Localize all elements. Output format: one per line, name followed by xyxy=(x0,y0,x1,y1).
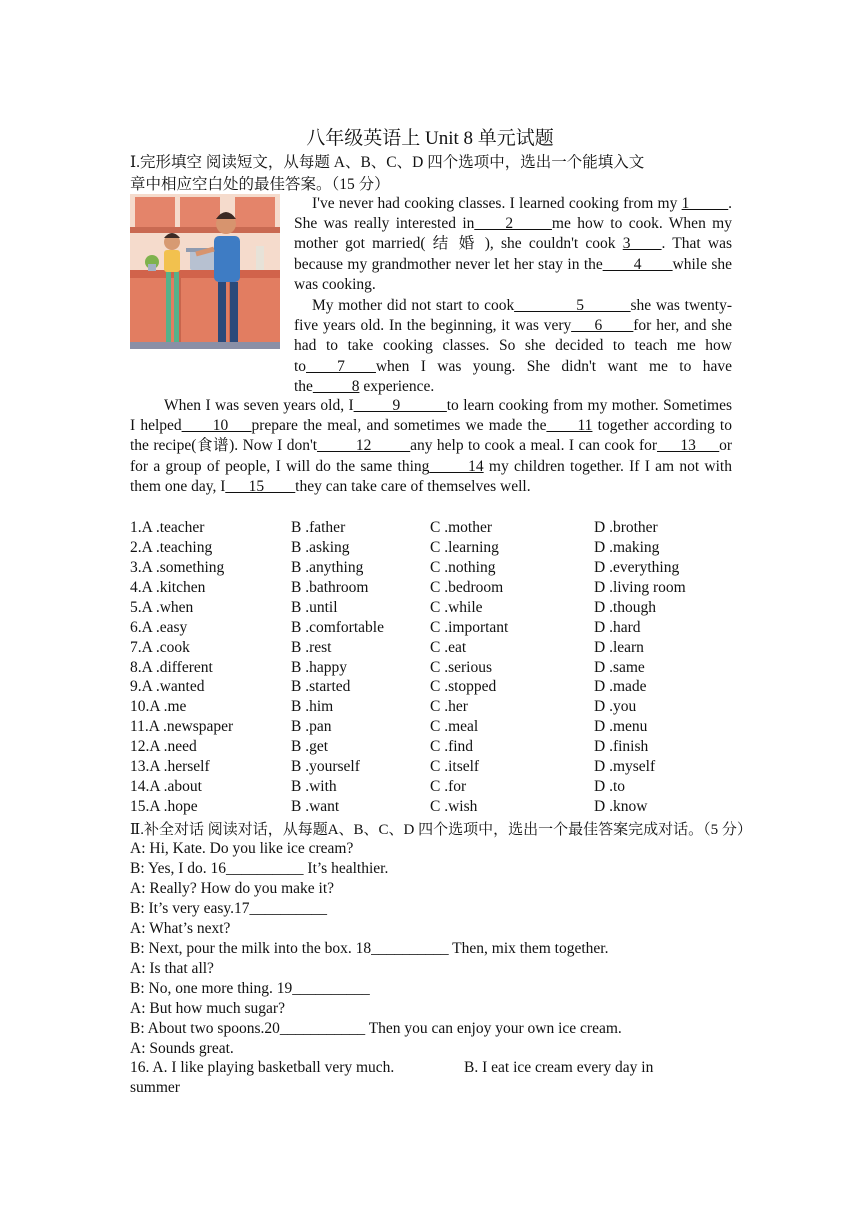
option-row xyxy=(130,558,750,578)
answer-blank: ____7____ xyxy=(306,357,376,375)
dialogue-line: A: Hi, Kate. Do you like ice cream? xyxy=(130,840,354,857)
option-row xyxy=(130,717,750,737)
dialogue-line: B: Next, pour the milk into the box. 18__________ Then, mix them together. xyxy=(130,940,609,957)
option-choice: C .important xyxy=(430,618,509,636)
option-choice: C .while xyxy=(430,598,483,616)
option-choice: 15.A .hope xyxy=(130,798,198,816)
answer-blank: ________5______ xyxy=(514,297,631,314)
option-choice: 9.A .wanted xyxy=(130,678,205,696)
mother-son-cooking-illustration xyxy=(130,194,280,349)
option-choice: 1.A .teacher xyxy=(130,519,205,536)
option-choice: D .living room xyxy=(594,578,686,596)
option-choice: B .bathroom xyxy=(291,578,369,596)
option-choice: 12.A .need xyxy=(130,738,197,756)
passage-text: while she was cooking. xyxy=(294,255,732,293)
answer-blank: 3____ xyxy=(622,235,662,253)
option-choice: B .until xyxy=(291,598,338,616)
option-choice: D .you xyxy=(594,698,637,716)
dialogue-line: B: No, one more thing. 19__________ xyxy=(130,980,370,997)
passage-text: I've never had cooking classes. I learned cooking from my xyxy=(312,195,682,212)
passage-text: together according to the recipe(食谱). Now I don't xyxy=(130,417,732,455)
option-choice: B .get xyxy=(291,738,329,756)
option-choice: B .started xyxy=(291,678,351,696)
dialogue-line: A: But how much sugar? xyxy=(130,1000,285,1017)
option-choice: 3.A .something xyxy=(130,558,225,576)
option-choice: C .stopped xyxy=(430,678,497,696)
option-choice: C .wish xyxy=(430,798,478,816)
option-choice: C .for xyxy=(430,778,467,796)
option-choice: C .eat xyxy=(430,638,467,656)
option-choice: B .pan xyxy=(291,718,332,736)
option-choice: C .meal xyxy=(430,718,479,736)
option-choice: B .happy xyxy=(291,658,347,676)
option-choice: D .myself xyxy=(594,758,656,776)
option-choice: D .to xyxy=(594,778,625,796)
option-choice: D .though xyxy=(594,598,656,616)
dialogue-line: B: It’s very easy.17__________ xyxy=(130,900,328,917)
option-choice: 8.A .different xyxy=(130,658,213,676)
option-choice: 6.A .easy xyxy=(130,618,188,636)
dialogue-line: B: Yes, I do. 16__________ It’s healthier. xyxy=(130,860,389,877)
passage-text: experience. xyxy=(359,377,435,395)
answer-blank: ___13___ xyxy=(657,437,720,455)
option-choice: D .menu xyxy=(594,718,648,736)
passage-paragraph-1 xyxy=(294,194,732,295)
option-choice: 14.A .about xyxy=(130,778,202,796)
option-choice: D .everything xyxy=(594,558,680,576)
dialogue-line: B: About two spoons.20___________ Then you can enjoy your own ice cream. xyxy=(130,1020,622,1037)
option-choice: C .mother xyxy=(430,519,492,536)
option-row xyxy=(130,797,750,817)
passage-text: she was twenty-five years old. In the beginning, it was very xyxy=(294,297,732,335)
option-row xyxy=(130,518,750,538)
option-choice: B .father xyxy=(291,519,346,536)
option-choice: 2.A .teaching xyxy=(130,538,213,556)
passage-paragraph-2 xyxy=(294,296,732,397)
passage-text: for her, and she had to take cooking classes. So she decided to teach me how to xyxy=(294,317,732,375)
option-choice: C .serious xyxy=(430,658,492,676)
option-row xyxy=(130,757,750,777)
option-choice: D .same xyxy=(594,658,645,676)
option-row xyxy=(130,598,750,618)
passage-text: or for a group of people, I will do the same thing xyxy=(130,437,732,475)
passage-text: When I was seven years old, I xyxy=(164,397,354,414)
dialogue-line: A: Really? How do you make it? xyxy=(130,880,335,897)
passage-text: when I was young. She didn't want me to have the xyxy=(294,357,732,395)
question-16-option-b-cont: summer xyxy=(130,1079,180,1096)
option-choice: C .find xyxy=(430,738,474,756)
passage-text: to learn cooking from my mother. Sometimes I helped xyxy=(130,397,732,435)
dialogue-line: A: What’s next? xyxy=(130,920,231,937)
dialogue-line: A: Sounds great. xyxy=(130,1040,234,1057)
section1-heading-cont: 章中相应空白处的最佳答案。（15 分） xyxy=(130,176,390,193)
option-row xyxy=(130,638,750,658)
question-16-option-a: 16. A. I like playing basketball very much. xyxy=(130,1059,395,1076)
passage-text: they can take care of themselves well. xyxy=(295,477,531,495)
option-choice: 4.A .kitchen xyxy=(130,578,206,596)
passage-paragraph-3 xyxy=(130,396,732,497)
option-row xyxy=(130,737,750,757)
option-choice: D .finish xyxy=(594,738,649,756)
answer-blank: ____11 xyxy=(546,417,593,435)
option-choice: 13.A .herself xyxy=(130,758,210,776)
passage-text: my children together. If I am not with them one day, I xyxy=(130,457,732,495)
option-choice: B .yourself xyxy=(291,758,360,776)
passage-text: any help to cook a meal. I can cook for xyxy=(410,437,658,455)
option-choice: 11.A .newspaper xyxy=(130,718,234,736)
passage-text: prepare the meal, and sometimes we made the xyxy=(251,417,547,435)
option-choice: D .hard xyxy=(594,618,641,636)
option-choice: 5.A .when xyxy=(130,598,194,616)
answer-blank: 1_____ xyxy=(681,195,729,212)
option-choice: C .itself xyxy=(430,758,480,776)
answer-blank: _____8 xyxy=(312,377,360,395)
question-16-option-b: B. I eat ice cream every day in xyxy=(464,1059,654,1076)
answer-blank: ____2_____ xyxy=(474,215,552,233)
option-row xyxy=(130,538,750,558)
option-choice: B .comfortable xyxy=(291,618,384,636)
option-choice: B .rest xyxy=(291,638,332,656)
option-choice: B .him xyxy=(291,698,334,716)
dialogue-line: A: Is that all? xyxy=(130,960,214,977)
option-choice: C .learning xyxy=(430,538,499,556)
option-choice: D .made xyxy=(594,678,647,696)
option-choice: D .making xyxy=(594,538,660,556)
section1-heading: Ⅰ.完形填空 阅读短文，从每题 A、B、C、D 四个选项中，选出一个能填入文 xyxy=(130,154,645,171)
answer-blank: _____9______ xyxy=(353,397,447,414)
option-row xyxy=(130,658,750,678)
option-choice: B .want xyxy=(291,798,340,816)
passage-text: me how to cook. When my mother got married( 结 婚 ), she couldn't cook xyxy=(294,215,732,253)
option-choice: D .know xyxy=(594,798,648,816)
answer-blank: _____12_____ xyxy=(317,437,411,455)
option-row xyxy=(130,777,750,797)
answer-blank: _____14 xyxy=(429,457,484,475)
option-row xyxy=(130,578,750,598)
answer-blank: ____4____ xyxy=(602,255,673,273)
option-choice: D .brother xyxy=(594,519,658,536)
option-choice: 7.A .cook xyxy=(130,638,190,656)
answer-blank: ___15____ xyxy=(225,477,296,495)
passage-text: . She was really interested in xyxy=(294,195,732,233)
option-row xyxy=(130,618,750,638)
answer-blank: ____10___ xyxy=(181,417,252,435)
answer-blank: ___6____ xyxy=(571,317,634,335)
option-choice: B .with xyxy=(291,778,337,796)
option-choice: B .asking xyxy=(291,538,350,556)
option-choice: C .nothing xyxy=(430,558,496,576)
option-choice: C .bedroom xyxy=(430,578,504,596)
passage-text: . That was because my grandmother never let her stay in the xyxy=(294,235,732,273)
option-choice: C .her xyxy=(430,698,468,716)
option-choice: B .anything xyxy=(291,558,364,576)
option-choice: 10.A .me xyxy=(130,698,187,716)
section2-heading: Ⅱ.补全对话 阅读对话，从每题A、B、C、D 四个选项中，选出一个最佳答案完成对话。（5 分） xyxy=(130,822,752,838)
option-row xyxy=(130,677,750,697)
option-row xyxy=(130,697,750,717)
option-choice: D .learn xyxy=(594,638,644,656)
passage-text: My mother did not start to cook xyxy=(312,297,515,314)
page-title: 八年级英语上 Unit 8 单元试题 xyxy=(306,128,554,149)
